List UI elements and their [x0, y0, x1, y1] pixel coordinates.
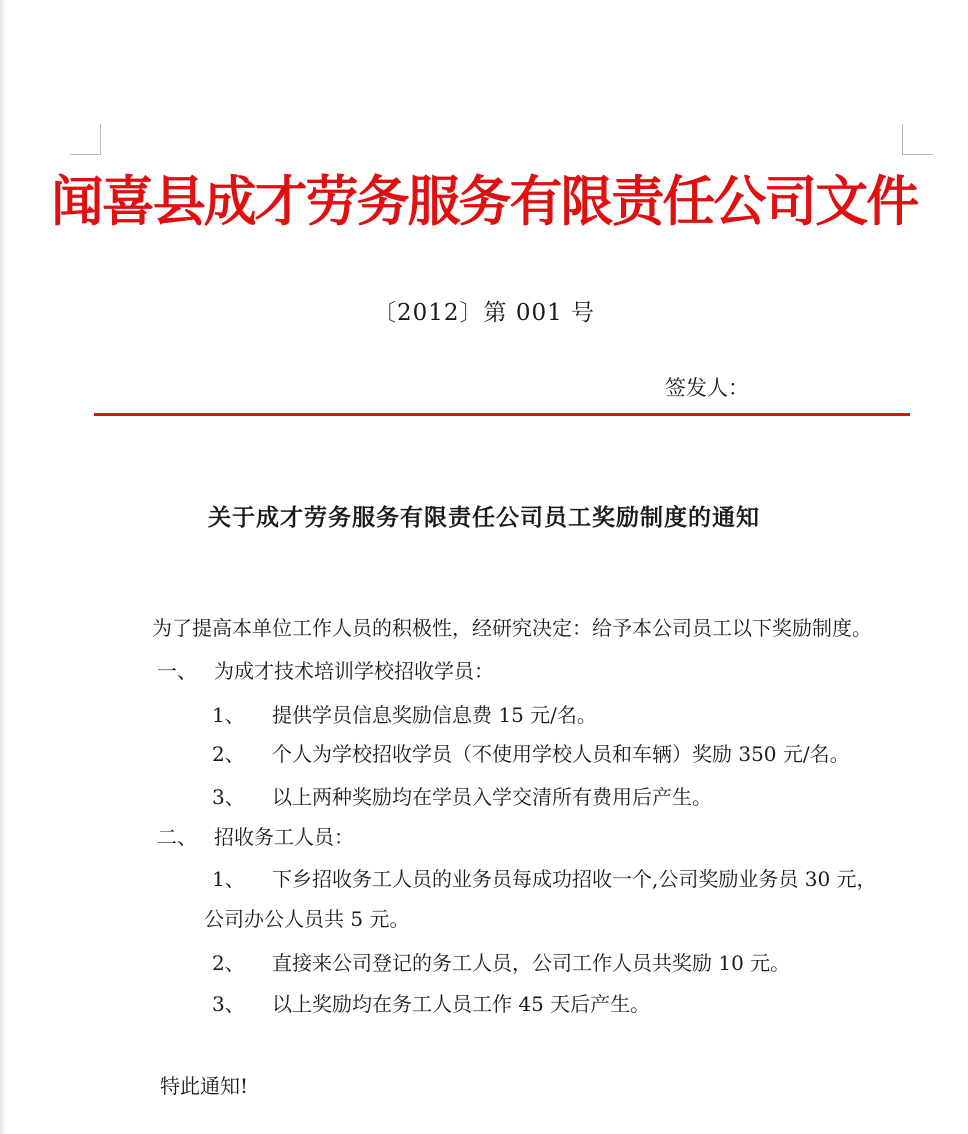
section-2-marker: 二、 — [157, 825, 197, 849]
red-separator-line — [94, 413, 910, 416]
section-1-item-1-text: 提供学员信息奖励信息费 15 元/名。 — [272, 703, 597, 727]
section-1-item-3-marker: 3、 — [212, 785, 245, 809]
margin-corner-top-right — [902, 124, 933, 155]
organization-title: 闻喜县成才劳务服务有限责任公司文件 — [50, 170, 918, 233]
closing-text: 特此通知! — [160, 1074, 249, 1098]
section-2-item-2-marker: 2、 — [212, 951, 245, 975]
section-1-item-3-text: 以上两种奖励均在学员入学交清所有费用后产生。 — [272, 785, 712, 809]
section-1-item-2-text: 个人为学校招收学员（不使用学校人员和车辆）奖励 350 元/名。 — [272, 742, 850, 766]
section-2-item-1-text: 下乡招收务工人员的业务员每成功招收一个,公司奖励业务员 30 元， — [272, 867, 877, 891]
section-1-item-2-marker: 2、 — [212, 742, 245, 766]
section-1-marker: 一、 — [157, 659, 197, 683]
intro-paragraph: 为了提高本单位工作人员的积极性，经研究决定：给予本公司员工以下奖励制度。 — [152, 616, 872, 640]
section-2-heading: 招收务工人员： — [214, 825, 354, 849]
section-2-item-3-marker: 3、 — [212, 992, 245, 1016]
document-number: 〔2012〕第 001 号 — [372, 300, 596, 326]
margin-corner-top-left — [70, 124, 101, 155]
section-2-item-3-text: 以上奖励均在务工人员工作 45 天后产生。 — [272, 992, 651, 1016]
section-1-item-1-marker: 1、 — [212, 703, 245, 727]
section-2-item-1-marker: 1、 — [212, 867, 245, 891]
section-2-item-1-continuation: 公司办公人员共 5 元。 — [204, 907, 410, 931]
section-2-item-2-text: 直接来公司登记的务工人员，公司工作人员共奖励 10 元。 — [272, 951, 791, 975]
notice-title: 关于成才劳务服务有限责任公司员工奖励制度的通知 — [208, 504, 760, 531]
signer-label: 签发人： — [665, 376, 749, 400]
section-1-heading: 为成才技术培训学校招收学员： — [214, 659, 494, 683]
page-edge — [0, 0, 6, 1134]
